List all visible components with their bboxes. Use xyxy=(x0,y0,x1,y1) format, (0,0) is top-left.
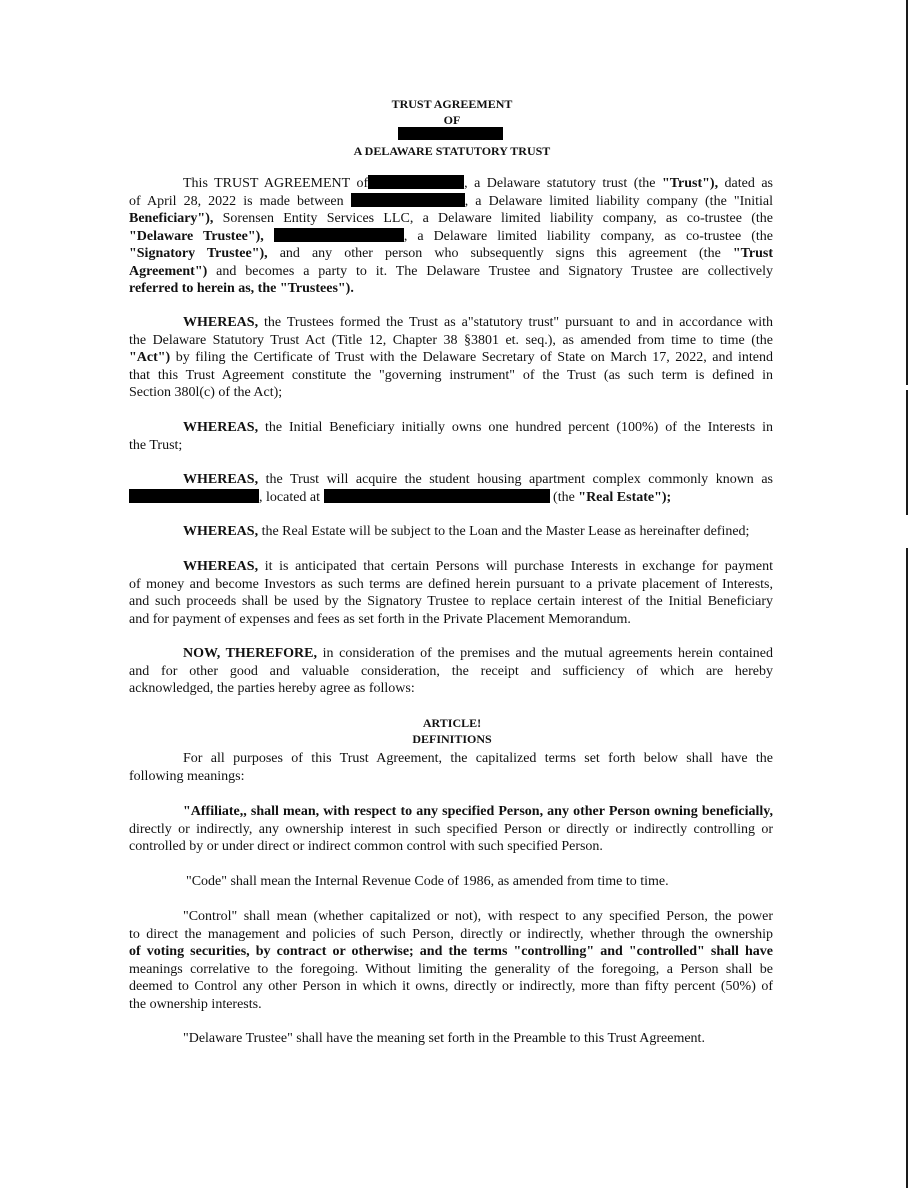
redaction-box xyxy=(368,175,464,189)
text: the Trustees formed the Trust as a"statutory trust" pursuant to and in accordance with xyxy=(258,315,773,330)
text: dated as xyxy=(718,176,774,191)
text: the Delaware Statutory Trust Act (Title 12, Chapter 38 §3801 et. seq.), as amended from time to time (the xyxy=(129,332,773,348)
text: the Initial Beneficiary initially owns one hundred percent (100%) of the Interests in xyxy=(258,420,773,435)
text: and becomes a party to it. The Delaware Trustee and Signatory Trustee are collectively xyxy=(207,263,773,279)
defined-term: "Act") xyxy=(129,350,171,365)
preamble-paragraph xyxy=(129,175,773,298)
text: controlled by or under direct or indirect common control with such specified Person. xyxy=(129,839,603,854)
defined-term: of voting securities, by contract or otherwise; and the terms "controlling" and "controlled" shall have xyxy=(129,944,773,959)
redaction-box xyxy=(274,228,404,242)
definition-control xyxy=(129,908,773,1013)
defined-term: "Real Estate"); xyxy=(578,489,672,505)
text: "Delaware Trustee" shall have the meaning set forth in the Preamble to this Trust Agreement. xyxy=(183,1031,705,1046)
text: in consideration of the premises and the mutual agreements herein contained xyxy=(317,646,774,661)
whereas-paragraph xyxy=(129,419,773,454)
text: it is anticipated that certain Persons will purchase Interests in exchange for payment xyxy=(258,559,773,574)
defined-term: "Trust xyxy=(732,246,773,261)
redaction-box xyxy=(129,489,259,503)
defined-term: Beneficiary"), xyxy=(129,211,214,226)
text: the Trust; xyxy=(129,437,183,453)
text: For all purposes of this Trust Agreement, the capitalized terms set forth below shall have the xyxy=(183,751,773,766)
whereas-paragraph xyxy=(129,523,773,541)
text: that this Trust Agreement constitute the "governing instrument" of the Trust (as such term is defined in xyxy=(129,367,773,383)
defined-term: "Trust"), xyxy=(661,176,719,191)
text: acknowledged, the parties hereby agree as follows: xyxy=(129,681,415,696)
text: deemed to Control any other Person in which it owns, directly or indirectly, more than fifty percent (50%) of xyxy=(129,979,773,994)
now-therefore-lead: NOW, THEREFORE, xyxy=(183,646,317,661)
text: Section 380l(c) of the Act); xyxy=(129,385,283,400)
text: of April 28, 2022 is made between xyxy=(129,193,344,209)
whereas-lead: WHEREAS, xyxy=(183,420,259,435)
defined-term: "Signatory Trustee"), xyxy=(129,246,268,261)
definition-code xyxy=(129,873,773,891)
redaction-box xyxy=(398,127,503,140)
article-intro xyxy=(129,750,773,785)
scan-edge-line xyxy=(906,390,908,515)
defined-term: "Delaware Trustee"), xyxy=(129,228,264,244)
text: and for other good and valuable consideration, the receipt and sufficiency of which are hereby xyxy=(129,663,773,679)
redaction-box xyxy=(324,489,550,503)
scan-edge-line xyxy=(906,0,908,385)
text: , a Delaware limited liability company, as co-trustee (the xyxy=(403,228,774,244)
text: to direct the management and policies of such Person, directly or indirectly, whether through the ownership xyxy=(129,926,773,942)
now-therefore-paragraph xyxy=(129,645,773,698)
text: the Real Estate will be subject to the Loan and the Master Lease as hereinafter defined; xyxy=(258,524,750,539)
definition-affiliate xyxy=(129,803,773,856)
text: and such proceeds shall be used by the Signatory Trustee to replace certain interest of the Initial Beneficiary xyxy=(129,594,773,609)
text: , a Delaware statutory trust (the xyxy=(464,176,662,191)
text: "Code" shall mean the Internal Revenue Code of 1986, as amended from time to time. xyxy=(186,874,669,889)
document-subtitle: A DELAWARE STATUTORY TRUST xyxy=(353,144,551,158)
whereas-lead: WHEREAS, xyxy=(183,472,259,487)
text: (the xyxy=(549,489,579,505)
whereas-lead: WHEREAS, xyxy=(183,315,259,330)
document-title: TRUST AGREEMENT xyxy=(391,97,513,111)
defined-term: "Affiliate,, shall mean, with respect to any specified Person, any other Person owning beneficially, xyxy=(183,804,773,819)
text: and any other person who subsequently signs this agreement (the xyxy=(267,246,733,261)
text: , located at xyxy=(259,489,321,505)
defined-term: referred to herein as, the "Trustees"). xyxy=(129,281,354,296)
title-of: OF xyxy=(443,113,461,127)
scan-edge-line xyxy=(906,548,908,1188)
text: This TRUST AGREEMENT of xyxy=(183,176,369,191)
text: by filing the Certificate of Trust with the Delaware Secretary of State on March 17, 2022, and intend xyxy=(170,350,773,365)
whereas-paragraph xyxy=(129,471,773,506)
text: following meanings: xyxy=(129,768,245,784)
text: , a Delaware limited liability company (the "Initial xyxy=(464,193,773,209)
text: the Trust will acquire the student housing apartment complex commonly known as xyxy=(258,472,773,487)
defined-term: Agreement") xyxy=(129,263,208,279)
redaction-box xyxy=(351,193,465,207)
whereas-paragraph xyxy=(129,314,773,402)
whereas-lead: WHEREAS, xyxy=(183,524,259,539)
definition-delaware-trustee xyxy=(129,1030,773,1048)
text: Sorensen Entity Services LLC, a Delaware limited liability company, as co-trustee (the xyxy=(213,211,773,226)
text: and for payment of expenses and fees as set forth in the Private Placement Memorandum. xyxy=(129,611,631,627)
whereas-paragraph xyxy=(129,558,773,628)
text: directly or indirectly, any ownership interest in such specified Person or directly or indirectly controlling or xyxy=(129,821,773,837)
article-heading: ARTICLE! xyxy=(422,716,482,730)
whereas-lead: WHEREAS, xyxy=(183,559,259,574)
text: "Control" shall mean (whether capitalized or not), with respect to any specified Person, the power xyxy=(183,909,773,924)
text: of money and become Investors as such terms are defined herein pursuant to a private placement of Interests, xyxy=(129,576,773,592)
article-subheading: DEFINITIONS xyxy=(412,732,492,746)
text: meanings correlative to the foregoing. Without limiting the generality of the foregoing, a Person shall be xyxy=(129,961,773,977)
text: the ownership interests. xyxy=(129,996,262,1012)
